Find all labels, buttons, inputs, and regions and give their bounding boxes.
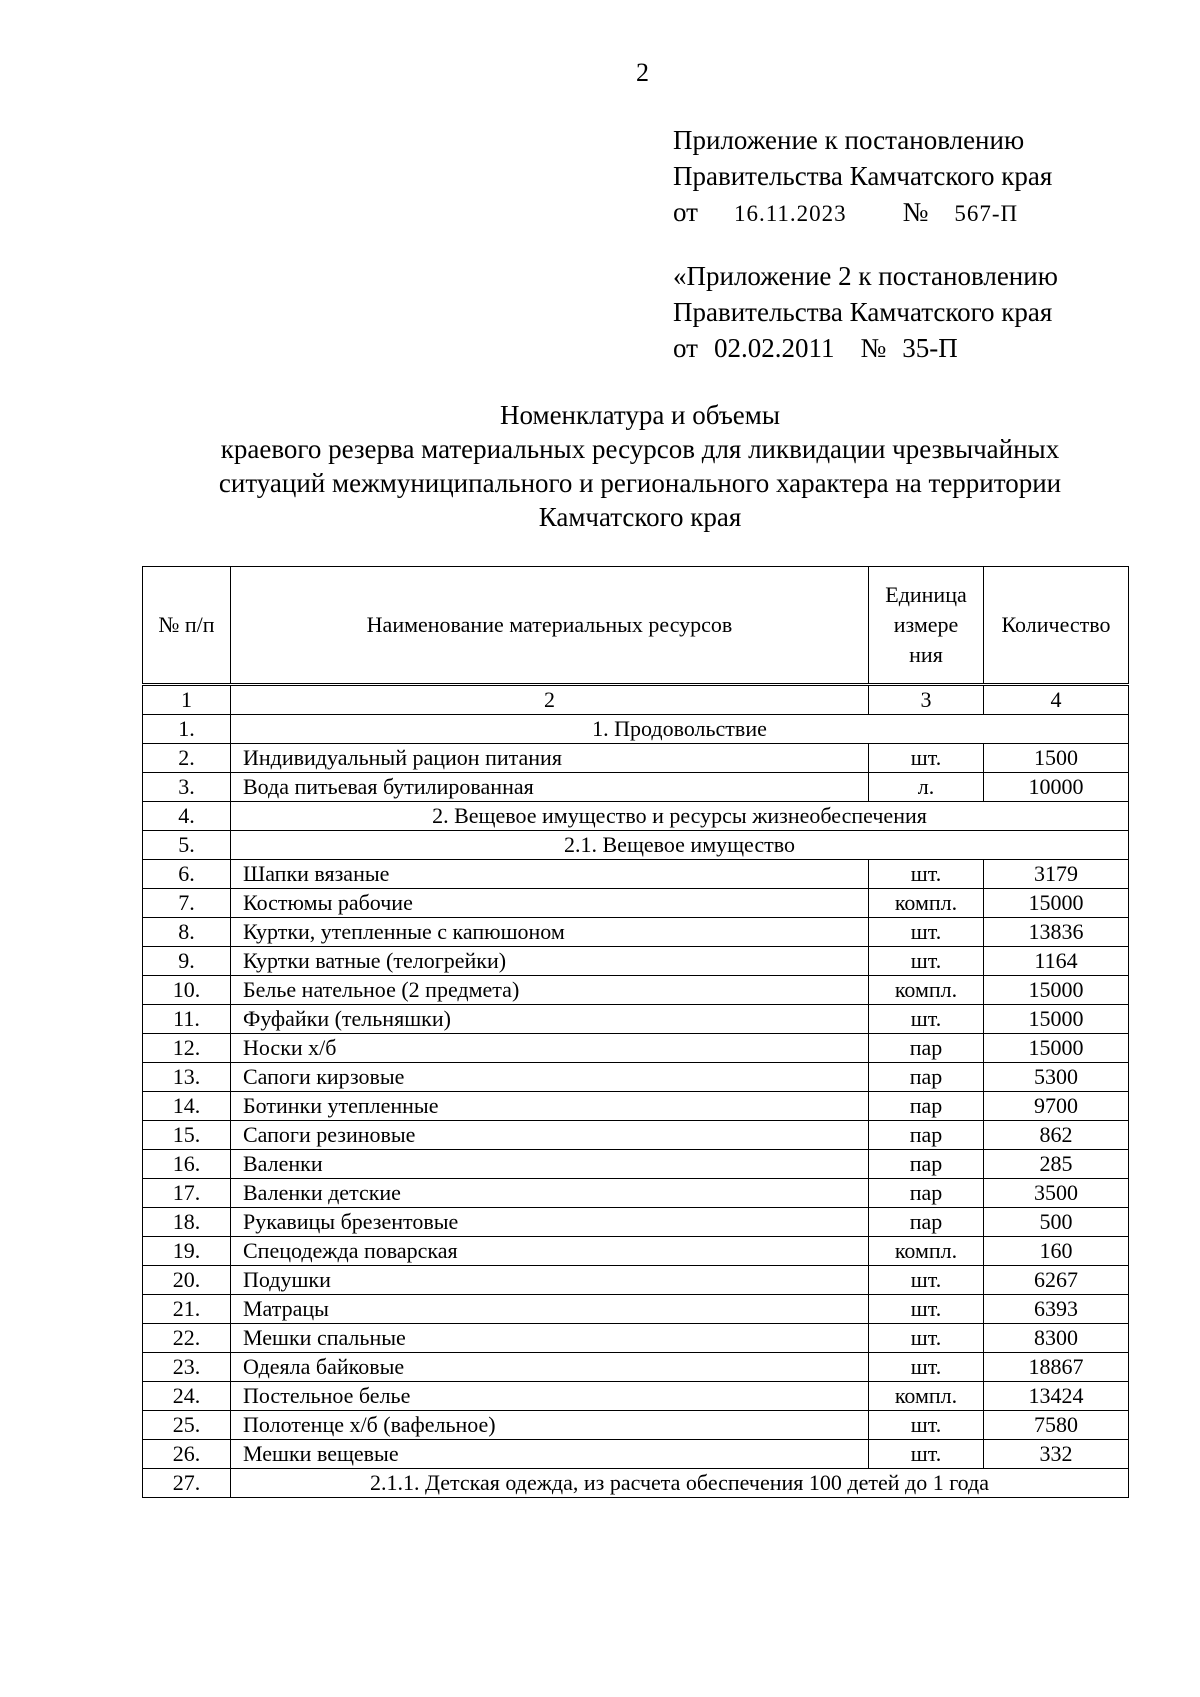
row-number: 13. bbox=[143, 1063, 231, 1092]
appendix-original-from-label: от bbox=[673, 333, 698, 363]
unit: шт. bbox=[869, 1005, 984, 1034]
unit: пар bbox=[869, 1121, 984, 1150]
quantity: 285 bbox=[984, 1150, 1129, 1179]
unit: пар bbox=[869, 1150, 984, 1179]
appendix-original-number: 35-П bbox=[902, 333, 958, 363]
table-row bbox=[143, 1266, 1129, 1295]
table-row bbox=[143, 773, 1129, 802]
unit: компл. bbox=[869, 1382, 984, 1411]
header-unit: Единица измере ния bbox=[869, 567, 984, 685]
resource-name: Носки х/б bbox=[231, 1034, 869, 1063]
column-number: 1 bbox=[143, 685, 231, 715]
table-row bbox=[143, 1237, 1129, 1266]
row-number: 26. bbox=[143, 1440, 231, 1469]
resource-name: Мешки спальные bbox=[231, 1324, 869, 1353]
table-header-row bbox=[143, 567, 1129, 685]
appendix-original-date-line bbox=[673, 330, 1058, 366]
header-qty: Количество bbox=[984, 567, 1129, 685]
table-row bbox=[143, 976, 1129, 1005]
quantity: 160 bbox=[984, 1237, 1129, 1266]
row-number: 14. bbox=[143, 1092, 231, 1121]
quantity: 15000 bbox=[984, 1005, 1129, 1034]
unit: компл. bbox=[869, 889, 984, 918]
unit: л. bbox=[869, 773, 984, 802]
quantity: 3179 bbox=[984, 860, 1129, 889]
title-line2: краевого резерва материальных ресурсов для ликвидации чрезвычайных bbox=[220, 434, 1060, 464]
row-number: 2. bbox=[143, 744, 231, 773]
row-number: 24. bbox=[143, 1382, 231, 1411]
section-title: 2.1.1. Детская одежда, из расчета обеспечения 100 детей до 1 года bbox=[231, 1469, 1129, 1498]
unit: шт. bbox=[869, 1324, 984, 1353]
resource-name: Подушки bbox=[231, 1266, 869, 1295]
table-row bbox=[143, 1034, 1129, 1063]
unit: пар bbox=[869, 1092, 984, 1121]
table-row bbox=[143, 1121, 1129, 1150]
quantity: 10000 bbox=[984, 773, 1129, 802]
appendix-original-line1: «Приложение 2 к постановлению bbox=[673, 261, 1058, 291]
table-row bbox=[143, 744, 1129, 773]
quantity: 332 bbox=[984, 1440, 1129, 1469]
table-row bbox=[143, 1295, 1129, 1324]
table-row bbox=[143, 1411, 1129, 1440]
quantity: 8300 bbox=[984, 1324, 1129, 1353]
unit: пар bbox=[869, 1063, 984, 1092]
row-number: 17. bbox=[143, 1179, 231, 1208]
unit: компл. bbox=[869, 976, 984, 1005]
unit: шт. bbox=[869, 1440, 984, 1469]
row-number: 1. bbox=[143, 715, 231, 744]
appendix-current-number: 567-П bbox=[954, 201, 1019, 226]
quantity: 13836 bbox=[984, 918, 1129, 947]
appendix-original-block bbox=[673, 258, 1058, 366]
row-number: 10. bbox=[143, 976, 231, 1005]
unit: шт. bbox=[869, 860, 984, 889]
appendix-current-line2: Правительства Камчатского края bbox=[673, 161, 1053, 191]
row-number: 27. bbox=[143, 1469, 231, 1498]
row-number: 15. bbox=[143, 1121, 231, 1150]
table-row bbox=[143, 1063, 1129, 1092]
table-section-row bbox=[143, 1469, 1129, 1498]
row-number: 4. bbox=[143, 802, 231, 831]
row-number: 8. bbox=[143, 918, 231, 947]
resource-name: Куртки ватные (телогрейки) bbox=[231, 947, 869, 976]
table-row bbox=[143, 1353, 1129, 1382]
column-number: 4 bbox=[984, 685, 1129, 715]
unit: шт. bbox=[869, 1411, 984, 1440]
unit: шт. bbox=[869, 1266, 984, 1295]
quantity: 6393 bbox=[984, 1295, 1129, 1324]
quantity: 862 bbox=[984, 1121, 1129, 1150]
table-row bbox=[143, 1324, 1129, 1353]
table-section-row bbox=[143, 715, 1129, 744]
appendix-original-date: 02.02.2011 bbox=[713, 333, 835, 363]
table-row bbox=[143, 947, 1129, 976]
header-name: Наименование материальных ресурсов bbox=[231, 567, 869, 685]
row-number: 7. bbox=[143, 889, 231, 918]
resource-name: Полотенце х/б (вафельное) bbox=[231, 1411, 869, 1440]
row-number: 23. bbox=[143, 1353, 231, 1382]
resource-name: Валенки детские bbox=[231, 1179, 869, 1208]
quantity: 5300 bbox=[984, 1063, 1129, 1092]
table-section-row bbox=[143, 831, 1129, 860]
resource-name: Ботинки утепленные bbox=[231, 1092, 869, 1121]
unit: пар bbox=[869, 1208, 984, 1237]
row-number: 18. bbox=[143, 1208, 231, 1237]
resource-name: Спецодежда поварская bbox=[231, 1237, 869, 1266]
resource-name: Матрацы bbox=[231, 1295, 869, 1324]
table-row bbox=[143, 1150, 1129, 1179]
quantity: 18867 bbox=[984, 1353, 1129, 1382]
table-row bbox=[143, 1092, 1129, 1121]
appendix-current-number-label: № bbox=[902, 197, 929, 227]
resource-name: Валенки bbox=[231, 1150, 869, 1179]
quantity: 15000 bbox=[984, 1034, 1129, 1063]
resource-name: Рукавицы брезентовые bbox=[231, 1208, 869, 1237]
appendix-current-date: 16.11.2023 bbox=[733, 201, 847, 226]
resource-name: Одеяла байковые bbox=[231, 1353, 869, 1382]
quantity: 7580 bbox=[984, 1411, 1129, 1440]
column-number-row bbox=[143, 685, 1129, 715]
title-line3: ситуаций межмуниципального и регионального характера на территории bbox=[218, 468, 1062, 498]
row-number: 12. bbox=[143, 1034, 231, 1063]
table-row bbox=[143, 1208, 1129, 1237]
table-row bbox=[143, 860, 1129, 889]
resource-name: Сапоги кирзовые bbox=[231, 1063, 869, 1092]
unit: компл. bbox=[869, 1237, 984, 1266]
resource-name: Индивидуальный рацион питания bbox=[231, 744, 869, 773]
appendix-current-line1: Приложение к постановлению bbox=[673, 125, 1025, 155]
resource-name: Белье нательное (2 предмета) bbox=[231, 976, 869, 1005]
unit: пар bbox=[869, 1034, 984, 1063]
quantity: 6267 bbox=[984, 1266, 1129, 1295]
table-row bbox=[143, 1005, 1129, 1034]
resources-table bbox=[142, 566, 1129, 1498]
resource-name: Шапки вязаные bbox=[231, 860, 869, 889]
section-title: 2. Вещевое имущество и ресурсы жизнеобеспечения bbox=[231, 802, 1129, 831]
appendix-original-line2: Правительства Камчатского края bbox=[673, 297, 1053, 327]
quantity: 1164 bbox=[984, 947, 1129, 976]
table-row bbox=[143, 1382, 1129, 1411]
unit: шт. bbox=[869, 918, 984, 947]
resource-name: Куртки, утепленные с капюшоном bbox=[231, 918, 869, 947]
row-number: 19. bbox=[143, 1237, 231, 1266]
quantity: 9700 bbox=[984, 1092, 1129, 1121]
table-row bbox=[143, 889, 1129, 918]
quantity: 1500 bbox=[984, 744, 1129, 773]
quantity: 500 bbox=[984, 1208, 1129, 1237]
resource-name: Фуфайки (тельняшки) bbox=[231, 1005, 869, 1034]
unit: шт. bbox=[869, 947, 984, 976]
appendix-current-from-label: от bbox=[673, 197, 698, 227]
quantity: 15000 bbox=[984, 976, 1129, 1005]
unit: шт. bbox=[869, 1295, 984, 1324]
column-number: 2 bbox=[231, 685, 869, 715]
title-line4: Камчатского края bbox=[538, 502, 742, 532]
quantity: 13424 bbox=[984, 1382, 1129, 1411]
resource-name: Постельное белье bbox=[231, 1382, 869, 1411]
row-number: 16. bbox=[143, 1150, 231, 1179]
unit: шт. bbox=[869, 744, 984, 773]
appendix-original-number-label: № bbox=[860, 333, 887, 363]
quantity: 15000 bbox=[984, 889, 1129, 918]
column-number: 3 bbox=[869, 685, 984, 715]
section-title: 1. Продовольствие bbox=[231, 715, 1129, 744]
resource-name: Костюмы рабочие bbox=[231, 889, 869, 918]
table-row bbox=[143, 918, 1129, 947]
resource-name: Сапоги резиновые bbox=[231, 1121, 869, 1150]
quantity: 3500 bbox=[984, 1179, 1129, 1208]
table-row bbox=[143, 1440, 1129, 1469]
table-body bbox=[143, 685, 1129, 1498]
appendix-current-date-line bbox=[673, 194, 1052, 232]
table-section-row bbox=[143, 802, 1129, 831]
page-number: 2 bbox=[636, 58, 649, 87]
row-number: 6. bbox=[143, 860, 231, 889]
row-number: 25. bbox=[143, 1411, 231, 1440]
document-title bbox=[140, 398, 1140, 534]
row-number: 5. bbox=[143, 831, 231, 860]
row-number: 20. bbox=[143, 1266, 231, 1295]
section-title: 2.1. Вещевое имущество bbox=[231, 831, 1129, 860]
row-number: 21. bbox=[143, 1295, 231, 1324]
resource-name: Вода питьевая бутилированная bbox=[231, 773, 869, 802]
row-number: 22. bbox=[143, 1324, 231, 1353]
unit: шт. bbox=[869, 1353, 984, 1382]
row-number: 3. bbox=[143, 773, 231, 802]
resource-name: Мешки вещевые bbox=[231, 1440, 869, 1469]
unit: пар bbox=[869, 1179, 984, 1208]
header-num: № п/п bbox=[143, 567, 231, 685]
row-number: 11. bbox=[143, 1005, 231, 1034]
appendix-current-block bbox=[673, 122, 1052, 232]
table-row bbox=[143, 1179, 1129, 1208]
title-line1: Номенклатура и объемы bbox=[500, 400, 780, 430]
row-number: 9. bbox=[143, 947, 231, 976]
